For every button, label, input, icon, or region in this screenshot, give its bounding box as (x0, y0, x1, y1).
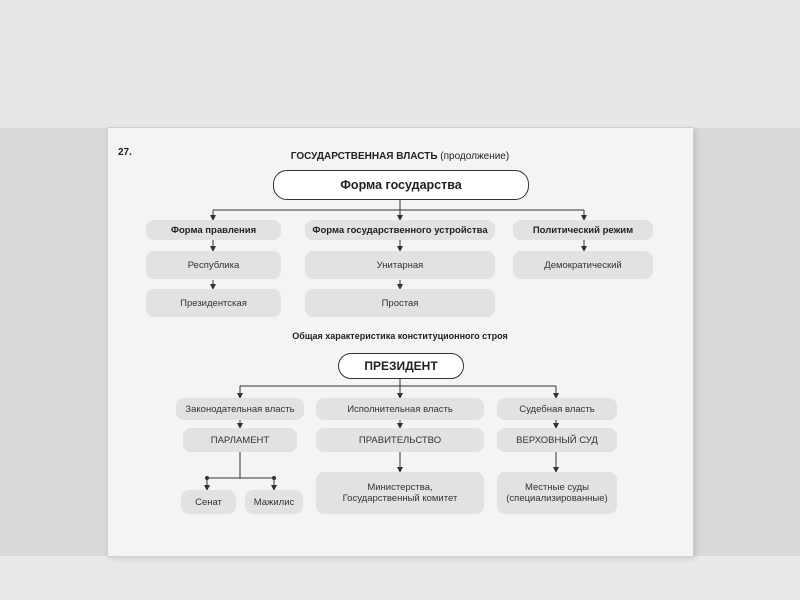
page-number: 27. (118, 147, 132, 158)
item-presidential: Президентская (146, 289, 281, 317)
page-title (0, 151, 800, 162)
item-unitary: Унитарная (305, 251, 495, 279)
header-form-of-government: Форма правления (146, 220, 281, 240)
header-form-of-structure: Форма государственного устройства (305, 220, 495, 240)
branch-judicial: Судебная власть (497, 398, 617, 420)
root-president: ПРЕЗИДЕНТ (338, 353, 464, 379)
header-political-regime: Политический режим (513, 220, 653, 240)
page-title-main: ГОСУДАРСТВЕННАЯ ВЛАСТЬ (290, 151, 438, 162)
branch-executive: Исполнительная власть (316, 398, 484, 420)
root-form-of-state: Форма государства (273, 170, 529, 200)
child-local-courts: Местные суды (специализированные) (497, 472, 617, 514)
child-ministries: Министерства, Государственный комитет (316, 472, 484, 514)
scan-background-top (0, 0, 800, 128)
item-simple: Простая (305, 289, 495, 317)
child-mazhilis: Мажилис (245, 490, 303, 514)
item-republic: Республика (146, 251, 281, 279)
body-government: ПРАВИТЕЛЬСТВО (316, 428, 484, 452)
body-supreme-court: ВЕРХОВНЫЙ СУД (497, 428, 617, 452)
section-caption: Общая характеристика конституционного строя (292, 331, 508, 341)
branch-legislative: Законодательная власть (176, 398, 304, 420)
scan-background-bottom (0, 556, 800, 600)
item-democratic: Демократический (513, 251, 653, 279)
page-title-sub: (продолжение) (440, 151, 510, 162)
child-senate: Сенат (181, 490, 236, 514)
body-parliament: ПАРЛАМЕНТ (183, 428, 297, 452)
